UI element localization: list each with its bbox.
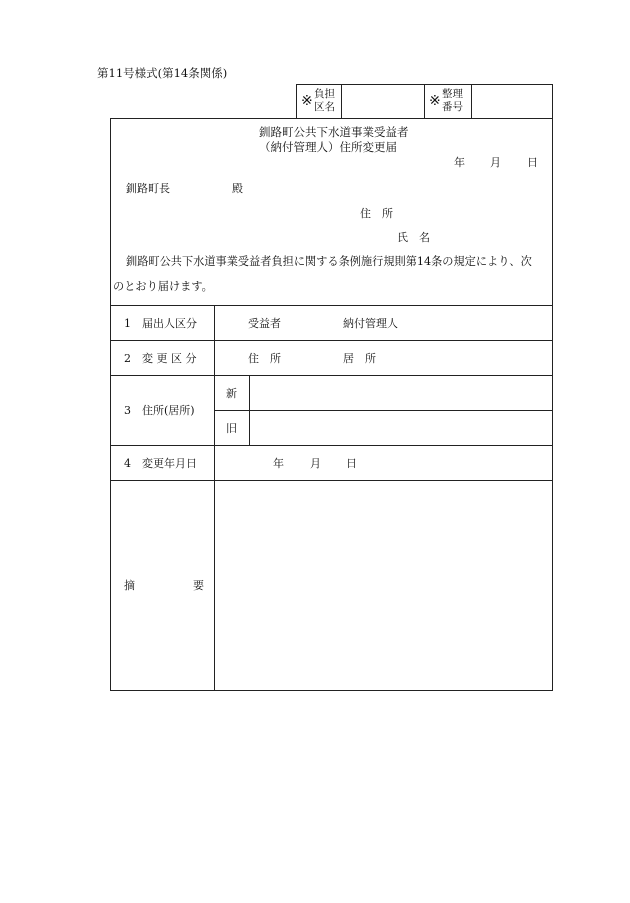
form-number: 第11号様式(第14条関係) (97, 66, 228, 80)
ref-label-line2: 番号 (442, 101, 463, 113)
new-address-field[interactable] (250, 376, 552, 410)
reference-number-field[interactable] (472, 85, 552, 118)
old-address-label: 旧 (226, 422, 237, 435)
change-day: 日 (346, 457, 357, 470)
option-address[interactable]: 住 所 (248, 352, 281, 365)
row1-label: 1 届出人区分 (124, 317, 197, 330)
asterisk-mark: ※ (301, 93, 313, 109)
row3-label: 3 住所(居所) (124, 404, 195, 417)
asterisk-mark: ※ (429, 93, 441, 109)
change-year: 年 (273, 457, 284, 470)
burden-label-line2: 区名 (314, 101, 335, 113)
new-address-label: 新 (226, 387, 237, 400)
title-line2: （納付管理人）住所変更届 (259, 140, 397, 154)
option-payment-manager[interactable]: 納付管理人 (343, 317, 398, 330)
applicant-name-label: 氏 名 (397, 231, 430, 244)
remarks-label-right: 要 (193, 579, 204, 592)
change-month: 月 (310, 457, 321, 470)
burden-label-line1: 負担 (314, 88, 335, 100)
title-line1: 釧路町公共下水道事業受益者 (259, 125, 409, 139)
option-beneficiary[interactable]: 受益者 (248, 317, 281, 330)
row4-label: 4 変更年月日 (124, 457, 197, 470)
old-address-field[interactable] (250, 411, 552, 445)
date-month: 月 (490, 156, 501, 169)
body-text-line1: 釧路町公共下水道事業受益者負担に関する条例施行規則第14条の規定により、次 (126, 255, 532, 268)
addressee-honorific: 殿 (232, 182, 243, 195)
applicant-address-label: 住 所 (360, 207, 393, 220)
date-day: 日 (527, 156, 538, 169)
option-residence[interactable]: 居 所 (343, 352, 376, 365)
body-text-line2: のとおり届けます。 (113, 280, 213, 293)
remarks-label-left: 摘 (124, 579, 135, 592)
addressee-name: 釧路町長 (126, 182, 170, 195)
row2-label: 2 変 更 区 分 (124, 352, 197, 365)
remarks-field[interactable] (215, 481, 552, 690)
burden-area-field[interactable] (342, 85, 424, 118)
date-year: 年 (454, 156, 465, 169)
ref-label-line1: 整理 (442, 88, 463, 100)
